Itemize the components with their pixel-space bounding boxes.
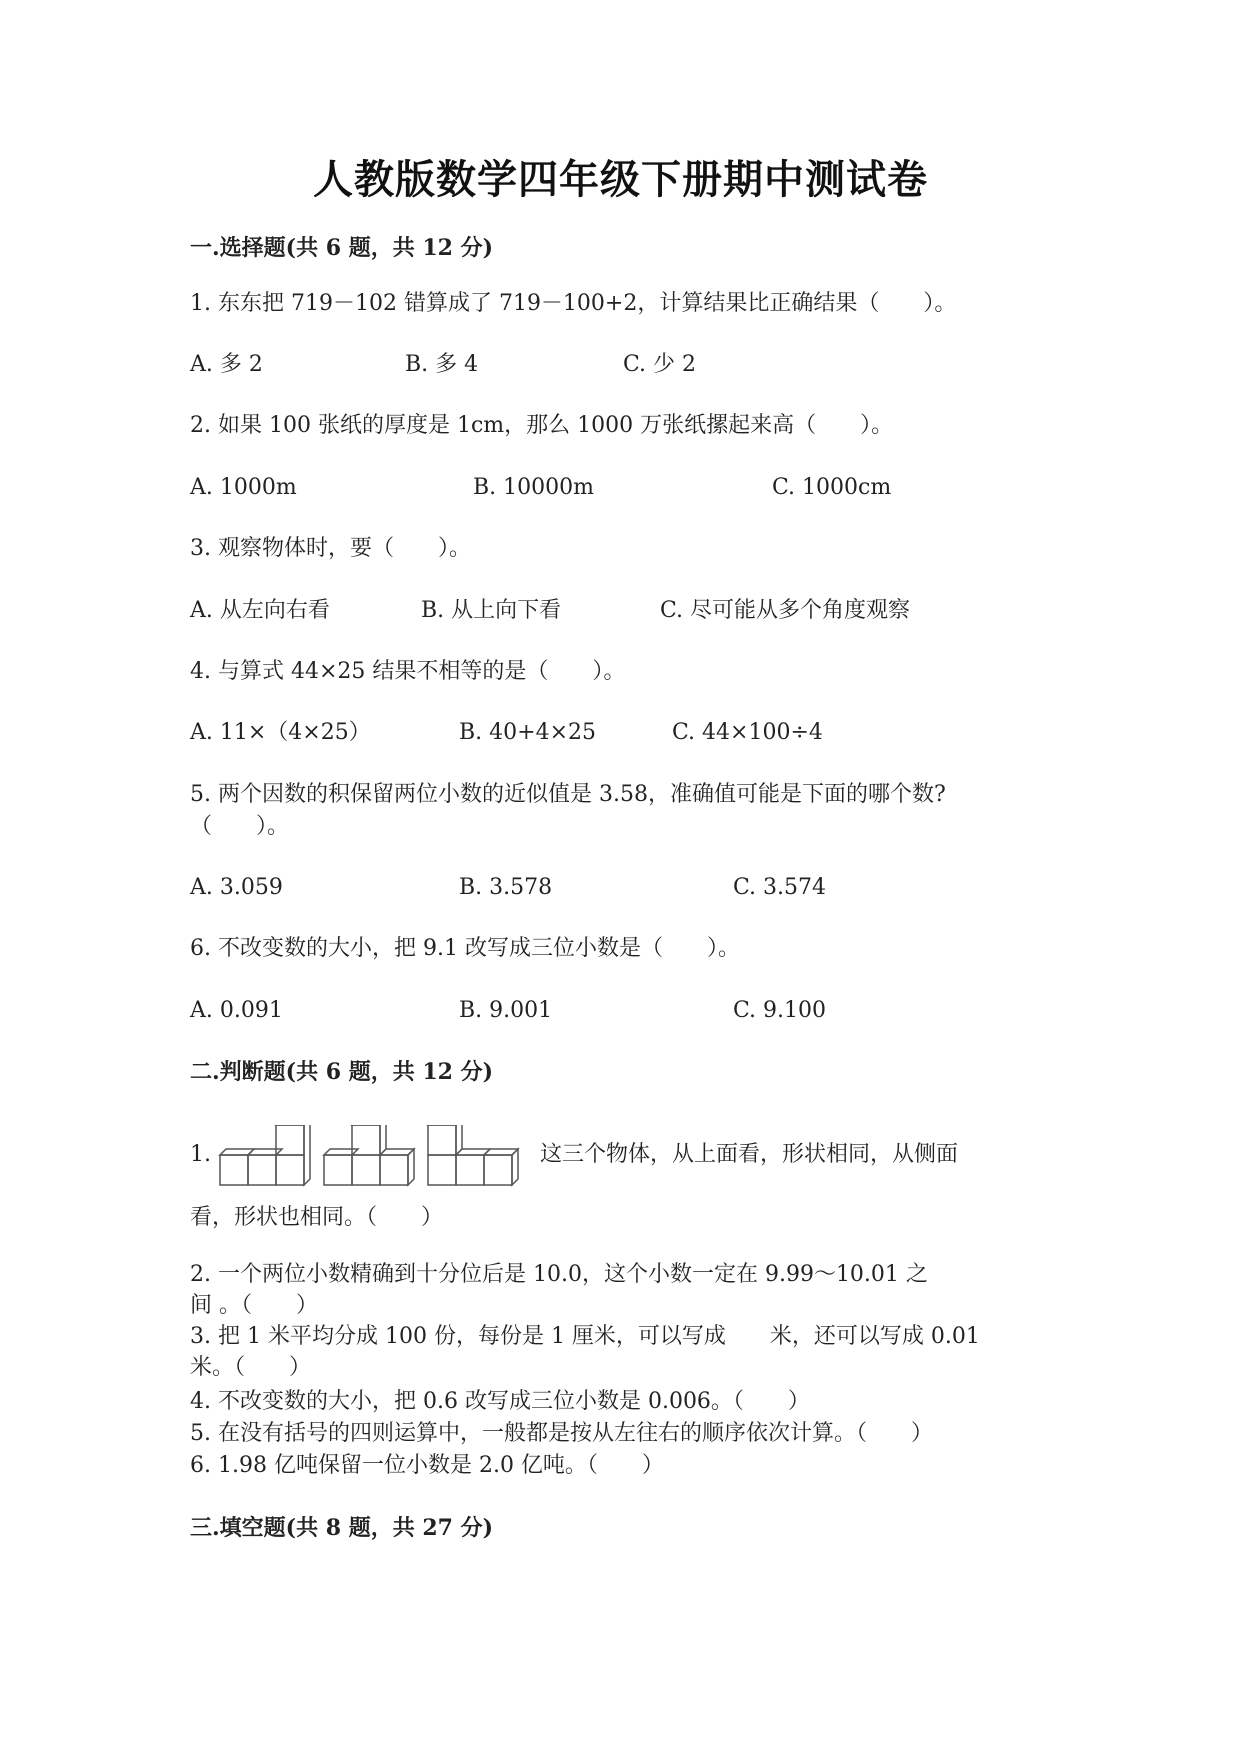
question-1: 1. 东东把 719－102 错算成了 719－100+2，计算结果比正确结果（ ）。 bbox=[190, 291, 957, 316]
cube-figure-3 bbox=[428, 1125, 518, 1185]
option-a: A. 从左向右看 bbox=[190, 598, 330, 623]
section-heading-judge: 二.判断题(共 6 题，共 12 分) bbox=[190, 1059, 494, 1085]
question-5: 5. 两个因数的积保留两位小数的近似值是 3.58，准确值可能是下面的哪个数? bbox=[190, 782, 946, 807]
judge-question-1-text: 这三个物体，从上面看，形状相同，从侧面 bbox=[540, 1142, 959, 1167]
cube-figure-1 bbox=[220, 1125, 310, 1185]
judge-question-3-cont: 米。（ ） bbox=[190, 1355, 312, 1380]
option-c: C. 9.100 bbox=[733, 998, 827, 1023]
cube-figures-image bbox=[218, 1125, 528, 1195]
option-a: A. 11×（4×25） bbox=[190, 720, 371, 745]
judge-question-5: 5. 在没有括号的四则运算中，一般都是按从左往右的顺序依次计算。（ ） bbox=[190, 1421, 933, 1446]
question-3: 3. 观察物体时，要（ ）。 bbox=[190, 536, 471, 561]
option-b: B. 9.001 bbox=[459, 998, 553, 1023]
section-heading-choice: 一.选择题(共 6 题，共 12 分) bbox=[190, 235, 494, 261]
option-b: B. 多 4 bbox=[405, 352, 479, 377]
option-c: C. 3.574 bbox=[733, 875, 827, 900]
option-c: C. 44×100÷4 bbox=[672, 720, 823, 745]
judge-question-3: 3. 把 1 米平均分成 100 份，每份是 1 厘米，可以写成 米，还可以写成 0.01 bbox=[190, 1324, 980, 1349]
option-a: A. 1000m bbox=[190, 475, 297, 500]
question-5-cont: （ ）。 bbox=[190, 814, 290, 839]
option-b: B. 3.578 bbox=[459, 875, 553, 900]
question-4: 4. 与算式 44×25 结果不相等的是（ ）。 bbox=[190, 659, 626, 684]
option-b: B. 40+4×25 bbox=[459, 720, 597, 745]
option-c: C. 1000cm bbox=[772, 475, 892, 500]
question-2: 2. 如果 100 张纸的厚度是 1cm，那么 1000 万张纸摞起来高（ ）。 bbox=[190, 413, 894, 438]
option-c: C. 尽可能从多个角度观察 bbox=[660, 598, 911, 623]
option-a: A. 3.059 bbox=[190, 875, 283, 900]
option-a: A. 多 2 bbox=[190, 352, 263, 377]
judge-question-4: 4. 不改变数的大小，把 0.6 改写成三位小数是 0.006。（ ） bbox=[190, 1389, 810, 1414]
option-b: B. 从上向下看 bbox=[421, 598, 562, 623]
judge-question-2-cont: 间 。（ ） bbox=[190, 1293, 318, 1318]
option-c: C. 少 2 bbox=[623, 352, 697, 377]
option-b: B. 10000m bbox=[473, 475, 594, 500]
judge-question-1-number: 1. bbox=[190, 1142, 211, 1167]
option-a: A. 0.091 bbox=[190, 998, 283, 1023]
judge-question-1-text-cont: 看，形状也相同。（ ） bbox=[190, 1205, 444, 1230]
judge-question-6: 6. 1.98 亿吨保留一位小数是 2.0 亿吨。（ ） bbox=[190, 1453, 664, 1478]
judge-question-2: 2. 一个两位小数精确到十分位后是 10.0，这个小数一定在 9.99～10.01 之 bbox=[190, 1262, 928, 1287]
cube-figure-2 bbox=[324, 1125, 414, 1185]
section-heading-fill: 三.填空题(共 8 题，共 27 分) bbox=[190, 1515, 494, 1541]
question-6: 6. 不改变数的大小，把 9.1 改写成三位小数是（ ）。 bbox=[190, 936, 740, 961]
page-title: 人教版数学四年级下册期中测试卷 bbox=[313, 156, 928, 203]
